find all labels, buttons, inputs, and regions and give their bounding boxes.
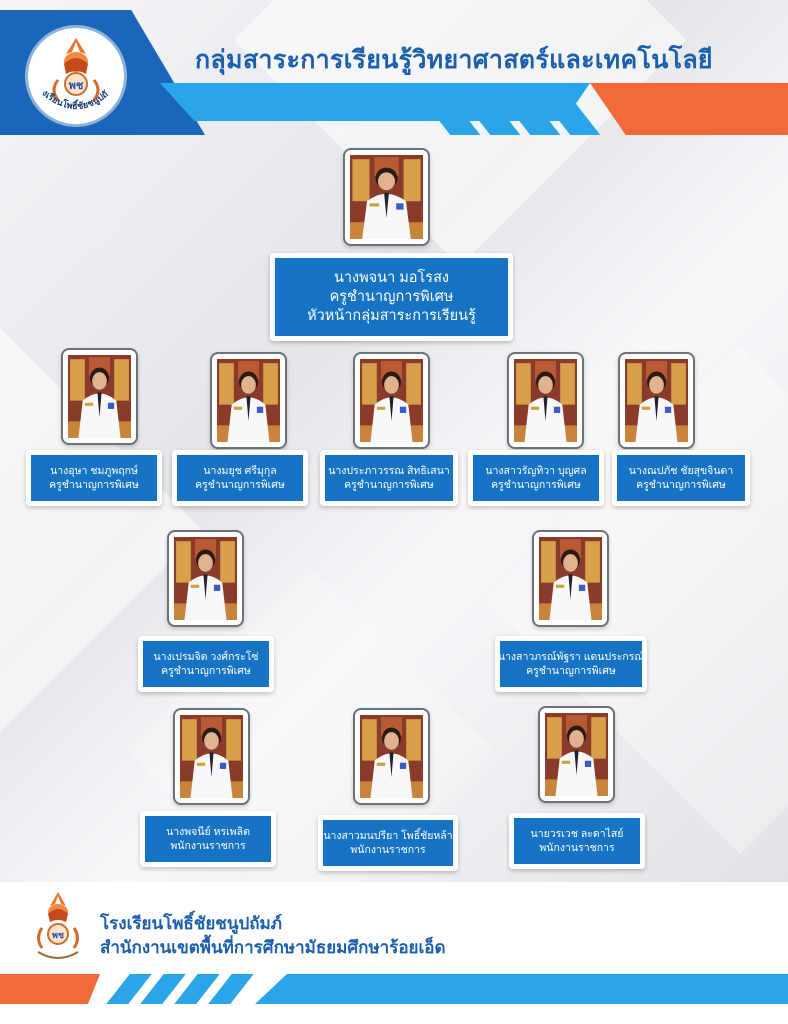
teacher-role: ครูชำนาญการพิเศษ: [49, 479, 139, 491]
teacher-photo: [210, 352, 287, 449]
teacher-name: นางสาวรัญทิวา บุญศล: [485, 465, 587, 477]
teacher-photo: [61, 348, 138, 445]
school-logo: [28, 28, 124, 124]
teacher-role: ครูชำนาญการพิเศษ: [161, 665, 251, 677]
staff-name-card: [318, 815, 458, 871]
head-name: นางพจนา มอโรสง: [333, 269, 450, 286]
footer-office-name: สำนักงานเขตพื้นที่การศึกษามัธยมศึกษาร้อยเอ็ด: [100, 938, 446, 957]
teacher-role: ครูชำนาญการพิเศษ: [195, 479, 285, 491]
staff-role: พนักงานราชการ: [350, 844, 426, 856]
teacher-photo: [532, 530, 609, 627]
portrait-image: [174, 537, 237, 620]
head-photo: [343, 148, 430, 246]
footer-school-name: โรงเรียนโพธิ์ชัยชนูปถัมภ์: [100, 914, 282, 933]
teacher-name-card: [138, 636, 274, 692]
teacher-name-card: [468, 450, 604, 506]
portrait-image: [360, 715, 423, 798]
teacher-name-card: [26, 450, 162, 506]
staff-name: นายวรเวช ละดาไสย์: [530, 828, 624, 840]
teacher-name: นางเปรมจิต วงศ์กระโซ่: [153, 651, 259, 663]
staff-name-card: [509, 813, 645, 869]
teacher-name: นางอุษา ชมภูพฤกษ์: [50, 465, 138, 477]
teacher-role: ครูชำนาญการพิเศษ: [526, 665, 616, 677]
teacher-name-card: [495, 636, 647, 692]
staff-name: นางสาวมนปรียา โพธิ์ชัยหล้า: [323, 830, 453, 842]
teacher-role: ครูชำนาญการพิเศษ: [636, 479, 726, 491]
teacher-name: นางประภาวรรณ สิทธิเสนา: [328, 465, 450, 477]
svg-text:พช: พช: [68, 80, 84, 92]
teacher-photo: [618, 352, 695, 449]
teacher-name-card: [172, 450, 308, 506]
teacher-name: นางณปภัช ชัยสุขจินดา: [628, 465, 734, 477]
portrait-image: [625, 359, 688, 442]
footer-orange-bar: [0, 974, 100, 1004]
staff-role: พนักงานราชการ: [539, 842, 615, 854]
teacher-photo: [167, 530, 244, 627]
school-emblem-icon: [28, 28, 124, 124]
footer-blue-bar: [255, 974, 788, 1004]
footer-logo: [30, 890, 86, 971]
teacher-photo: [507, 352, 584, 449]
portrait-image: [217, 359, 280, 442]
teacher-photo: [353, 352, 430, 449]
portrait-image: [539, 537, 602, 620]
svg-text:โรงเรียนโพธิ์ชัยชนูปถัมภ์: งเรียนโพธิ์ชัยชนูปถั: [40, 87, 110, 112]
staff-role: พนักงานราชการ: [170, 840, 246, 852]
head-name-card: [270, 253, 513, 341]
head-department: หัวหน้ากลุ่มสาระการเรียนรู้: [307, 307, 476, 324]
teacher-name-card: [612, 450, 750, 506]
portrait-image: [545, 713, 608, 796]
staff-photo: [353, 708, 430, 805]
svg-text:พช: พช: [51, 930, 65, 940]
portrait-image: [68, 355, 131, 438]
page-title: กลุ่มสาระการเรียนรู้วิทยาศาสตร์และเทคโนโลยี: [195, 46, 713, 74]
teacher-role: ครูชำนาญการพิเศษ: [344, 479, 434, 491]
staff-photo: [173, 708, 250, 805]
teacher-name: นางสาวภรณ์พัฐรา แดนประกรณ์: [497, 651, 645, 663]
teacher-role: ครูชำนาญการพิเศษ: [491, 479, 581, 491]
portrait-image: [180, 715, 243, 798]
teacher-name-card: [320, 450, 458, 506]
staff-photo: [538, 706, 615, 803]
staff-name: นางพจนีย์ หรเพลิต: [166, 826, 250, 838]
staff-name-card: [140, 811, 276, 867]
school-emblem-icon: [30, 890, 86, 966]
portrait-image: [360, 359, 423, 442]
head-role: ครูชำนาญการพิเศษ: [329, 288, 454, 305]
teacher-name: นางมยุช ศรีมุกุล: [203, 465, 277, 477]
portrait-image: [514, 359, 577, 442]
portrait-image: [350, 155, 423, 239]
